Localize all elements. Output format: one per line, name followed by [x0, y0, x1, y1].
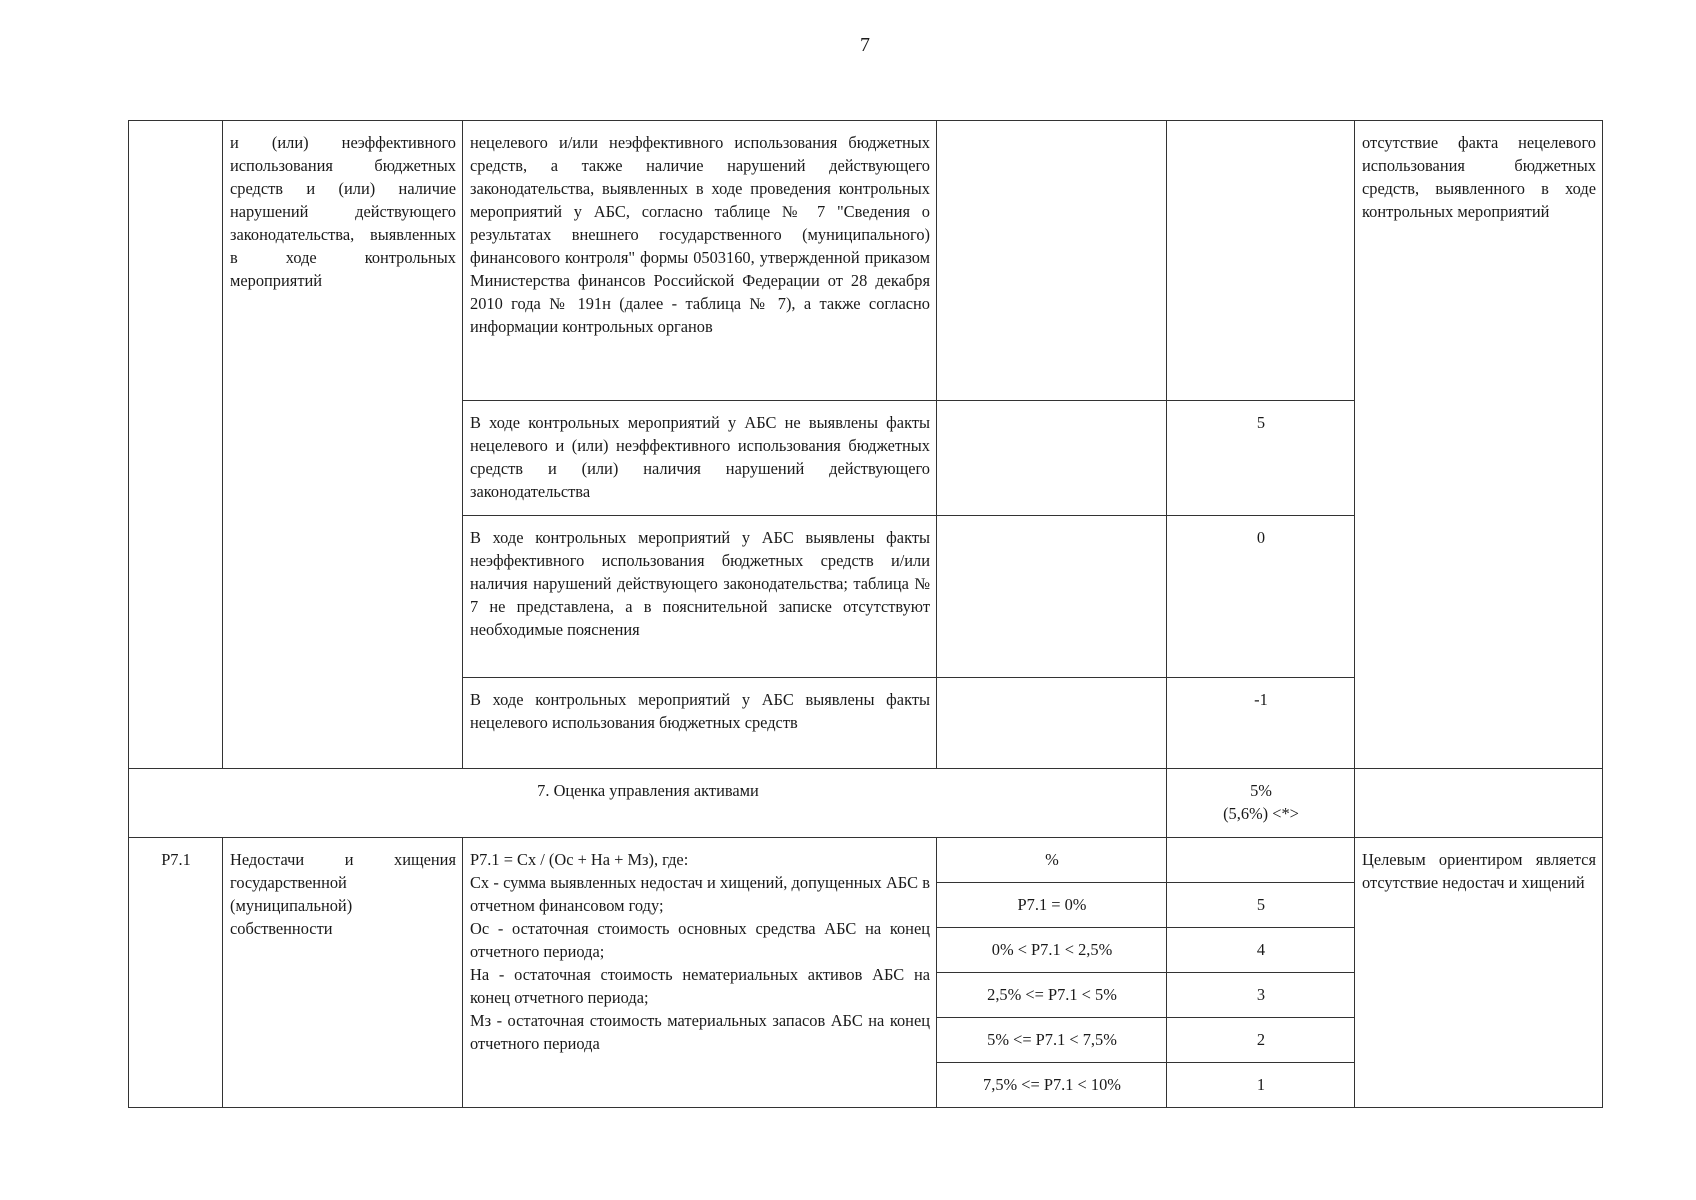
- score-cell: 1: [1167, 1063, 1355, 1108]
- score-cell: 4: [1167, 928, 1355, 973]
- score-cell: [1167, 121, 1355, 401]
- range-cell: 0% < Р7.1 < 2,5%: [937, 928, 1167, 973]
- criteria-table: [128, 120, 1603, 1108]
- unit-cell: [937, 516, 1167, 678]
- range-cell: 7,5% <= Р7.1 < 10%: [937, 1063, 1167, 1108]
- indicator-name-cell: Недостачи и хищения государственной (муниципальной) собственности: [223, 838, 463, 1108]
- formula-line: На - остаточная стоимость нематериальных активов АБС на конец отчетного периода;: [470, 965, 930, 1007]
- section-empty-cell: [1355, 769, 1603, 838]
- section-row: [129, 769, 1603, 838]
- score-cell: [1167, 838, 1355, 883]
- score-cell: 5: [1167, 883, 1355, 928]
- score-cell: 0: [1167, 516, 1355, 678]
- section-weight-value: 5%: [1250, 781, 1272, 800]
- range-cell: Р7.1 = 0%: [937, 883, 1167, 928]
- score-cell: -1: [1167, 678, 1355, 769]
- condition-cell: В ходе контрольных мероприятий у АБС выявлены факты неэффективного использования бюджетных средств и/или наличия нарушений действующего законодательства; таблица № 7 не представлена, а в пояснительной записке отсутствуют необходимые пояснения: [463, 516, 937, 678]
- code-cell: Р7.1: [129, 838, 223, 1108]
- formula-cell: [463, 838, 937, 1108]
- table-row: [129, 121, 1603, 401]
- formula-line: Ос - остаточная стоимость основных средства АБС на конец отчетного периода;: [470, 919, 930, 961]
- page-number: 7: [860, 34, 870, 56]
- condition-cell: В ходе контрольных мероприятий у АБС выявлены факты нецелевого использования бюджетных средств: [463, 678, 937, 769]
- formula-line: Мз - остаточная стоимость материальных запасов АБС на конец отчетного периода: [470, 1011, 930, 1053]
- table-row: [129, 838, 1603, 883]
- score-cell: 2: [1167, 1018, 1355, 1063]
- section-weight-alt: (5,6%) <*>: [1223, 804, 1299, 823]
- target-cell: Целевым ориентиром является отсутствие недостач и хищений: [1355, 838, 1603, 1108]
- indicator-name-cell: и (или) неэффективного использования бюджетных средств и (или) наличие нарушений действующего законодательства, выявленных в ходе контрольных мероприятий: [223, 121, 463, 769]
- score-cell: 5: [1167, 401, 1355, 516]
- range-cell: 2,5% <= Р7.1 < 5%: [937, 973, 1167, 1018]
- unit-cell: [937, 401, 1167, 516]
- code-cell: [129, 121, 223, 769]
- target-cell: отсутствие факта нецелевого использования бюджетных средств, выявленного в ходе контрольных мероприятий: [1355, 121, 1603, 769]
- unit-cell: %: [937, 838, 1167, 883]
- score-cell: 3: [1167, 973, 1355, 1018]
- section-title: 7. Оценка управления активами: [129, 769, 1167, 838]
- unit-cell: [937, 121, 1167, 401]
- section-weight: [1167, 769, 1355, 838]
- formula-line: Р7.1 = Сх / (Ос + На + Мз), где:: [470, 850, 689, 869]
- range-cell: 5% <= Р7.1 < 7,5%: [937, 1018, 1167, 1063]
- unit-cell: [937, 678, 1167, 769]
- condition-cell: В ходе контрольных мероприятий у АБС не выявлены факты нецелевого и (или) неэффективного использования бюджетных средств и (или) наличия нарушений действующего законодательства: [463, 401, 937, 516]
- formula-cell: нецелевого и/или неэффективного использования бюджетных средств, а также наличие нарушений действующего законодательства, выявленных в ходе проведения контрольных мероприятий у АБС, согласно таблице № 7 "Сведения о результатах внешнего государственного (муниципального) финансового контроля" формы 0503160, утвержденной приказом Министерства финансов Российской Федерации от 28 декабря 2010 года № 191н (далее - таблица № 7), а также согласно информации контрольных органов: [463, 121, 937, 401]
- formula-line: Сх - сумма выявленных недостач и хищений, допущенных АБС в отчетном финансовом году;: [470, 873, 930, 915]
